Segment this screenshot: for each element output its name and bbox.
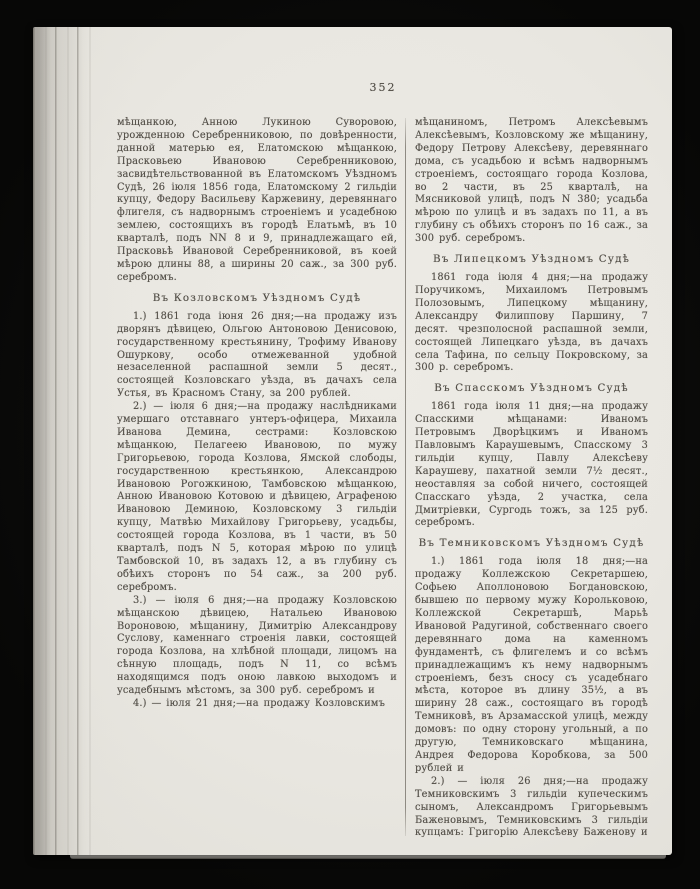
paragraph-alekseev-sale: мѣщаниномъ, Петромъ Алексѣевымъ Алексѣевымъ, Козловскому же мѣщанину, Федору Петрову Алексѣеву, деревяннаго дома, съ усадьбою и всѣмъ надворнымъ строеніемъ, состоящаго города Козлова, во 2 части, въ 25 кварталѣ, на Мясниковой улицѣ, подъ N 380; усадьба мѣрою по улицѣ и въ задахъ по 11, а въ глубину съ обѣихъ сторонъ по 16 саж., за 300 руб. серебромъ. [415, 117, 648, 245]
two-column-text [117, 117, 649, 840]
book-gutter-page-edges [33, 27, 97, 855]
page-number: 352 [369, 81, 397, 94]
paragraph-serebrennikova-sale: мѣщанкою, Анною Лукиною Суворовою, урожденною Серебренниковою, по довѣренности, данной матерью ея, Елатомскою мѣщанкою, Прасковьею Ивановою Серебренниковою, засвидѣтельствованной въ Елатомскомъ Уѣздномъ Судѣ, 26 іюля 1856 года, Елатомскому 2 гильдіи купцу, Федору Васильеву Каржевину, деревяннаго флигеля, съ надворнымъ строеніемъ и усадебною землею, состоящихъ въ городѣ Елатьмѣ, въ 10 кварталѣ, подъ NN 8 и 9, принадлежащаго ей, Прасковьѣ Ивановой Серебренниковой, въ коей мѣрою длины 88, а ширины 20 саж., за 300 руб. серебромъ. [117, 117, 397, 283]
notice-polozov-sale: 1861 года іюля 4 дня;—на продажу Поручикомъ, Михаиломъ Петровымъ Полозовымъ, Липецкому мѣщанину, Александру Филиппову Паршину, 7 десят. чрезполосной распашной земли, состоящей Липецкаго уѣзда, въ дачахъ села Тафина, по сельцу Покровскому, за 300 р. серебромъ. [415, 272, 648, 374]
page-content [117, 81, 649, 840]
right-column [415, 117, 648, 840]
notice-item-3-voronova: 3.) — іюля 6 дня;—на продажу Козловскою мѣщанскою дѣвицею, Натальею Ивановою Вороновою, мѣщанину, Димитрію Александрову Суслову, каменнаго строенія лавки, состоящей города Козлова, на хлѣбной площади, лицомъ на сѣнную площадь, подъ N 11, со всѣмъ находящимся подъ оною лавкою выходомъ и усадебнымъ мѣстомъ, за 300 руб. серебромъ и [117, 594, 397, 697]
notice-item-4-partial: 4.) — іюля 21 дня;—на продажу Козловскимъ [133, 697, 385, 709]
notice-item-2-bazhenov-partial: 2.) — іюля 26 дня;—на продажу Темниковскимъ 3 гильдіи купеческимъ сыномъ, Александромъ Григорьевымъ Баженовымъ, Темниковскимъ 3 гильдіи купцамъ: Григорію Алексѣеву Баженову и [415, 775, 648, 839]
column-divider [405, 118, 406, 836]
notice-item-1-denisova: 1.) 1861 года іюня 26 дня;—на продажу изъ дворянъ дѣвицею, Ольгою Антоновою Денисовою, государственному крестьянину, Трофиму Иванову Ошуркову, особо отмежеванной удобной незаселенной распашной земли 5 десят., состоящей Козловскаго уѣзда, въ дачахъ села Устья, въ Красномъ Стану, за 200 рублей. [117, 310, 397, 400]
section-heading-temnikovsky-court: Въ Темниковскомъ Уѣздномъ Судѣ [418, 537, 645, 550]
section-heading-kozlovsky-court: Въ Козловскомъ Уѣздномъ Судѣ [152, 291, 362, 304]
scanned-book-page [33, 27, 672, 855]
notice-item-2-demin-heirs: 2.) — іюля 6 дня;—на продажу наслѣдниками умершаго отставнаго унтеръ-офицера, Михаила Иванова Демина, сестрами: Козловскою мѣщанкою, Пелагеею Ивановою, по мужу Григорьевою, города Козлова, Ямской слободы, государственною крестьянкою, Александрою Ивановою Рогожкиною, Тамбовскою мѣщанкою, Анною Ивановою Котовою и дѣвицею, Аграфеною Ивановою Деминою, Козловскому 3 гильдіи купцу, Матвѣю Михайлову Григорьеву, усадьбы, состоящей города Козлова, въ 1 части, въ 50 кварталѣ, подъ N 5, которая мѣрою по улицѣ Тамбовской 10, въ задахъ 12, а въ глубину съ обѣихъ сторонъ по 54 саж., за 200 руб. серебромъ. [117, 401, 397, 593]
notice-karaushev-sale: 1861 года іюля 11 дня;—на продажу Спасскими мѣщанами: Иваномъ Петровымъ Дворѣцкимъ и Иваномъ Павловымъ Караушевымъ, Спасскому 3 гильдіи купцу, Павлу Алексѣеву Караушеву, пахатной земли 7½ десят., неоставляя за собой ничего, состоящей Спасскаго уѣзда, 2 участка, села Дмитріевки, Сургодь тожъ, за 125 руб. серебромъ. [415, 401, 648, 529]
left-column [117, 117, 397, 840]
section-heading-lipetsky-court: Въ Липецкомъ Уѣздномъ Судѣ [432, 253, 631, 266]
notice-item-1-bogdanovskaya: 1.) 1861 года іюля 18 дня;—на продажу Коллежскою Секретаршею, Софьею Аполлоновою Богдановскою, бывшею по первому мужу Корольковою, Коллежской Секретаршѣ, Марьѣ Ивановой Радугиной, собственнаго своего деревяннаго дома на каменномъ фундаментѣ, съ флигелемъ и со всѣмъ принадлежащимъ къ нему надворнымъ строеніемъ, безъ сносу съ усадебнаго мѣста, которое въ длину 35½, а въ ширину 28 саж., состоящаго въ городѣ Темниковѣ, въ Арзамасской улицѣ, между домовъ: по одну сторону угольный, а по другую, Темниковскаго мѣщанина, Андрея Федорова Коробкова, за 500 рублей и [415, 556, 648, 774]
section-heading-spassky-court: Въ Спасскомъ Уѣздномъ Судѣ [434, 382, 629, 395]
